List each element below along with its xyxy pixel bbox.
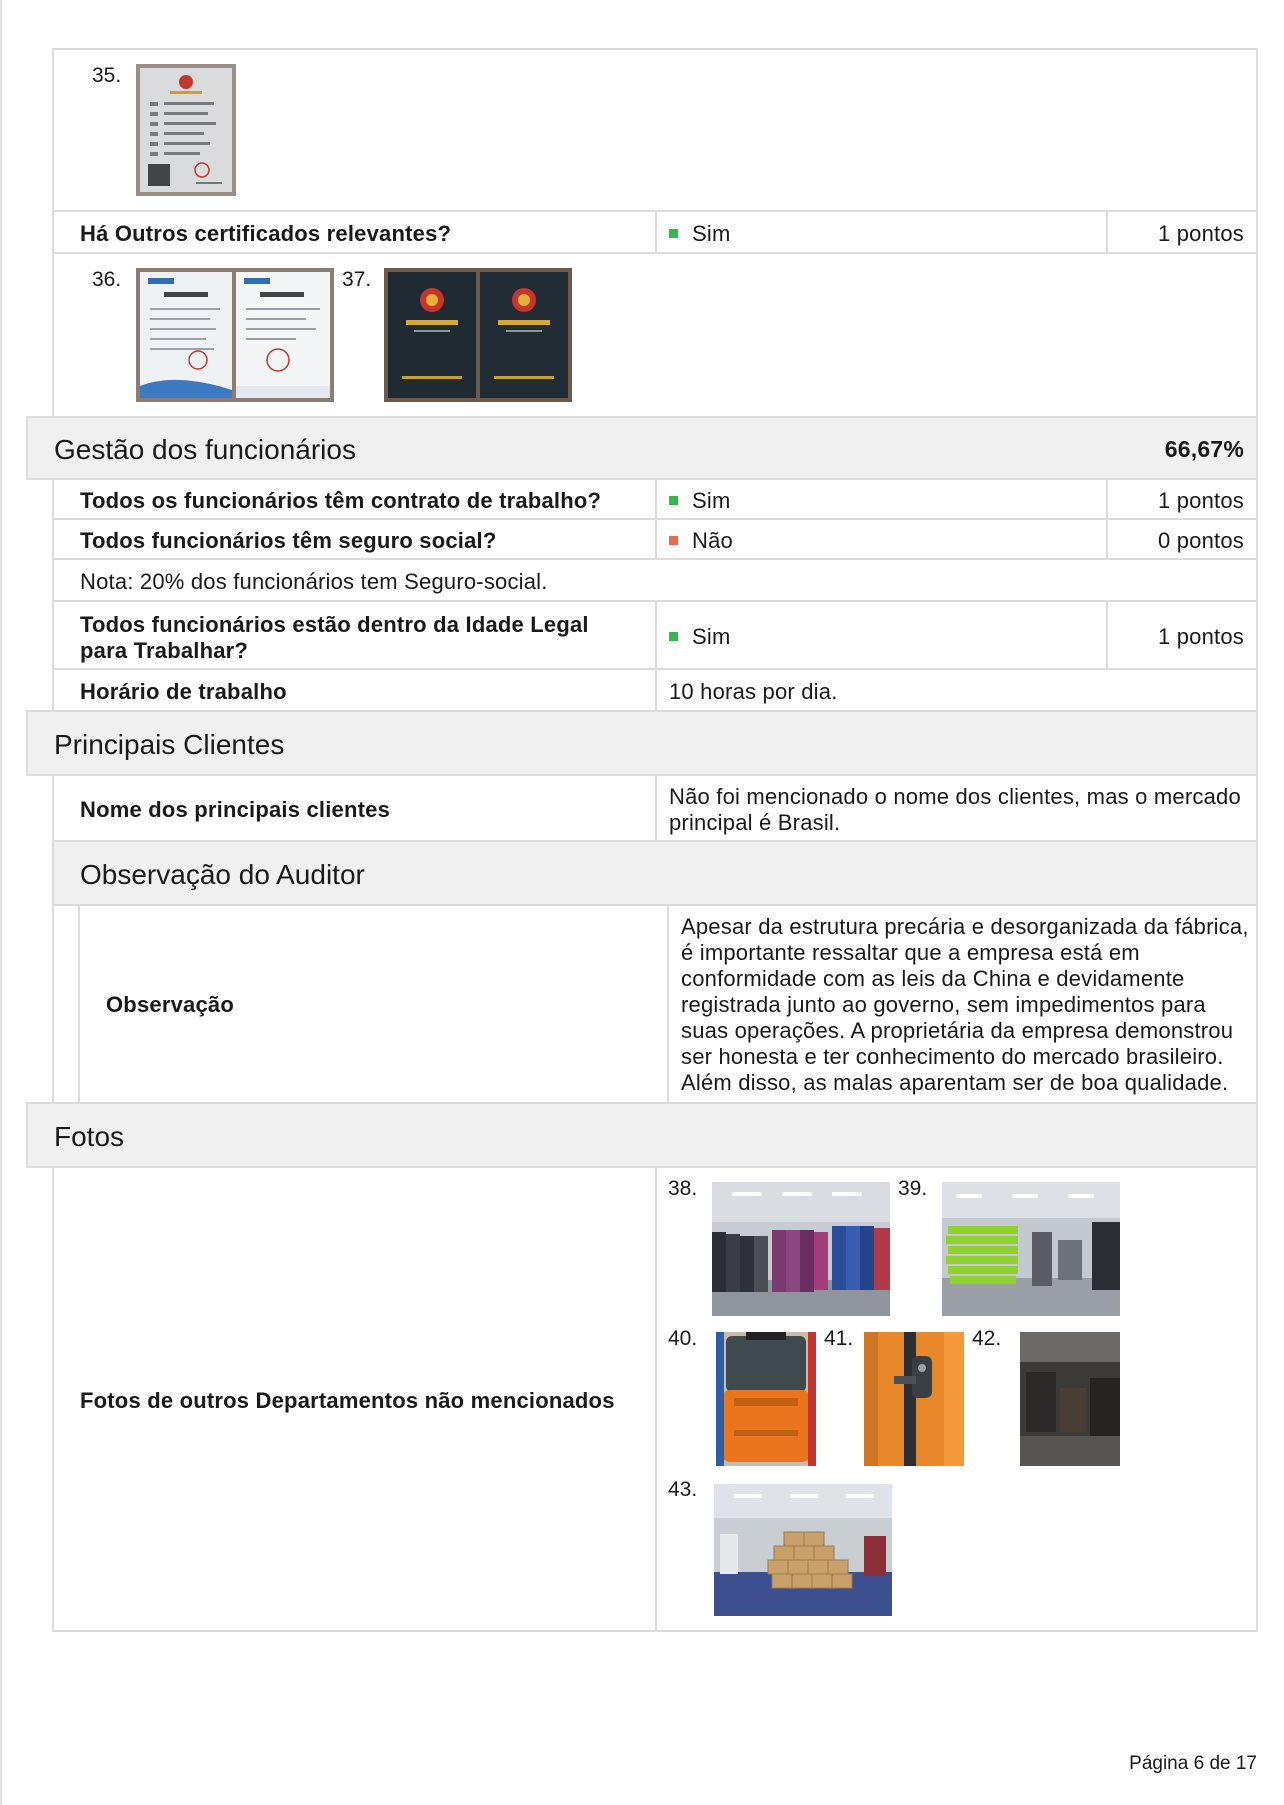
section-title: Fotos: [54, 1121, 125, 1152]
certificate-photo-37[interactable]: [384, 268, 572, 402]
other-certs-question-cell: [52, 210, 657, 254]
employee-answer: [669, 528, 733, 554]
auditor-label: Observação: [106, 992, 234, 1017]
section-title: Gestão dos funcionários: [54, 434, 356, 465]
section-header-employees: [26, 416, 1258, 480]
photo-number: 35.: [92, 64, 122, 87]
other-certs-score: 1 pontos: [1157, 221, 1244, 246]
suitcase-detail-photo-41[interactable]: [864, 1332, 964, 1466]
employee-answer-cell: [655, 600, 1108, 670]
photos-label-cell: [52, 1166, 657, 1632]
employee-score-cell: [1106, 600, 1258, 670]
storage-photo-42[interactable]: [1020, 1332, 1120, 1466]
page-number: Página 6 de 17: [1129, 1753, 1257, 1774]
photo-number: 42.: [972, 1327, 1002, 1350]
employee-question-cell: [52, 600, 657, 670]
section-title: Principais Clientes: [54, 729, 285, 760]
answer-text: Não: [692, 528, 733, 553]
photo-number: 43.: [668, 1478, 698, 1501]
photo-number: 39.: [898, 1177, 928, 1200]
employee-score: 1 pontos: [1157, 624, 1244, 649]
certificate-photo-36[interactable]: [136, 268, 334, 402]
employee-answer-cell: [655, 518, 1108, 560]
employee-question: Todos funcionários têm seguro social?: [80, 528, 497, 553]
photo-number: 40.: [668, 1327, 698, 1350]
photo-number: 41.: [824, 1327, 854, 1350]
employee-score: 0 pontos: [1157, 528, 1244, 553]
employee-score: 1 pontos: [1157, 488, 1244, 513]
hours-label: Horário de trabalho: [80, 679, 287, 704]
other-certs-question: Há Outros certificados relevantes?: [80, 221, 452, 246]
answer-text: Sim: [692, 624, 731, 649]
hours-value: 10 horas por dia.: [669, 679, 838, 704]
status-sim-icon: [669, 496, 678, 505]
hours-label-cell: [52, 668, 657, 712]
auditor-value-cell: [667, 904, 1258, 1104]
clients-label: Nome dos principais clientes: [80, 797, 391, 822]
section-header-clients: [26, 710, 1258, 776]
employee-score-cell: [1106, 518, 1258, 560]
employee-note-cell: [52, 558, 1258, 602]
section-title: Observação do Auditor: [80, 859, 365, 890]
employee-question-cell: [52, 478, 657, 520]
warehouse-photo-39[interactable]: [942, 1182, 1120, 1316]
section-header-photos: [26, 1102, 1258, 1168]
other-certs-answer: [669, 221, 731, 247]
other-certs-answer-cell: [655, 210, 1108, 254]
section-percent: 66,67%: [1164, 436, 1244, 462]
auditor-value: Apesar da estrutura precária e desorganizada da fábrica, é importante ressaltar que a empresa está em conformidade com as leis da China e devidamente registrada junto ao governo, sem impedimentos para suas operações. A proprietária da empresa demonstrou ser honesta e ter conhecimento do mercado brasileiro. Além disso, as malas aparentam ser de boa qualidade.: [681, 914, 1249, 1095]
section-header-auditor: [52, 840, 1258, 906]
answer-text: Sim: [692, 221, 731, 246]
hours-value-cell: [655, 668, 1258, 712]
employee-answer-cell: [655, 478, 1108, 520]
employee-question: Todos funcionários estão dentro da Idade Legal para Trabalhar?: [80, 612, 589, 663]
suitcase-photo-40[interactable]: [716, 1332, 816, 1466]
status-sim-icon: [669, 229, 678, 238]
page-edge: [0, 0, 2, 1805]
employee-answer: [669, 488, 731, 514]
other-certs-score-cell: [1106, 210, 1258, 254]
photo-number: 37.: [342, 268, 372, 291]
boxes-photo-43[interactable]: [714, 1484, 892, 1616]
photo-number: 36.: [92, 268, 122, 291]
employee-score-cell: [1106, 478, 1258, 520]
clients-label-cell: [52, 774, 657, 842]
photos-label: Fotos de outros Departamentos não mencionados: [80, 1388, 615, 1413]
auditor-indent: [52, 904, 78, 1104]
answer-text: Sim: [692, 488, 731, 513]
auditor-label-cell: [78, 904, 669, 1104]
status-sim-icon: [669, 632, 678, 641]
clients-value: Não foi mencionado o nome dos clientes, mas o mercado principal é Brasil.: [669, 784, 1241, 835]
clients-value-cell: [655, 774, 1258, 842]
employee-question-cell: [52, 518, 657, 560]
employee-question: Todos os funcionários têm contrato de trabalho?: [80, 488, 602, 513]
status-nao-icon: [669, 536, 678, 545]
employee-note: Nota: 20% dos funcionários tem Seguro-social.: [80, 569, 548, 594]
certificate-photo-35[interactable]: [136, 64, 236, 196]
employee-answer: [669, 624, 731, 650]
photo-number: 38.: [668, 1177, 698, 1200]
warehouse-photo-38[interactable]: [712, 1182, 890, 1316]
